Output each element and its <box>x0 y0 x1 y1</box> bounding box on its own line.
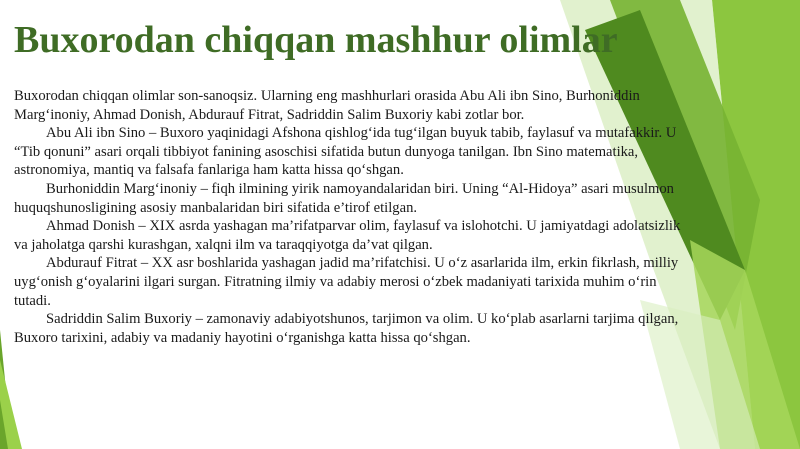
paragraph-ibn-sino: Abu Ali ibn Sino – Buxoro yaqinidagi Afshona qishlog‘ida tug‘ilgan buyuk tabib, faylasuf va mutafakkir. U “Tib qonuni” asari orqali tibbiyot fanining asoschisi sifatida butun dunyoga tanilgan. Ibn Sino matematika, astronomiya, mantiq va falsafa fanlariga ham katta hissa qo‘shgan. <box>14 125 677 179</box>
paragraph-ahmad-donish: Ahmad Donish – XIX asrda yashagan ma’rifatparvar olim, faylasuf va islohotchi. U jamiyatdagi adolatsizlik va jaholatga qarshi kurashgan, xalqni ilm va taraqqiyotga da’vat qilgan. <box>14 218 681 253</box>
paragraph-fitrat: Abdurauf Fitrat – XX asr boshlarida yashagan jadid ma’rifatchisi. U o‘z asarlarida ilm, erkin fikrlash, milliy uyg‘onish g‘oyalarini ilgari surgan. Fitratning ilmiy va adabiy merosi o‘zbek madaniyati tarixida muhim o‘rin tutadi. <box>14 255 679 309</box>
slide-body-text <box>14 87 686 347</box>
paragraph-buxoriy: Sadriddin Salim Buxoriy – zamonaviy adabiyotshunos, tarjimon va olim. U ko‘plab asarlarni tarjima qilgan, Buxoro tarixini, adabiy va madaniy hayotini o‘rganishga katta hissa qo‘shgan. <box>14 311 679 346</box>
slide-title: Buxorodan chiqqan mashhur olimlar <box>14 19 618 61</box>
intro-paragraph: Buxorodan chiqqan olimlar son-sanoqsiz. Ularning eng mashhurlari orasida Abu Ali ibn Sino, Burhoniddin Marg‘inoniy, Ahmad Donish, Abdurauf Fitrat, Sadriddin Salim Buxoriy kabi zotlar bor. <box>14 88 640 123</box>
paragraph-marginoniy: Burhoniddin Marg‘inoniy – fiqh ilmining yirik namoyandalaridan biri. Uning “Al-Hidoya” asari musulmon huquqshunosligining asosiy manbalaridan biri sifatida e’tirof etilgan. <box>14 180 674 216</box>
